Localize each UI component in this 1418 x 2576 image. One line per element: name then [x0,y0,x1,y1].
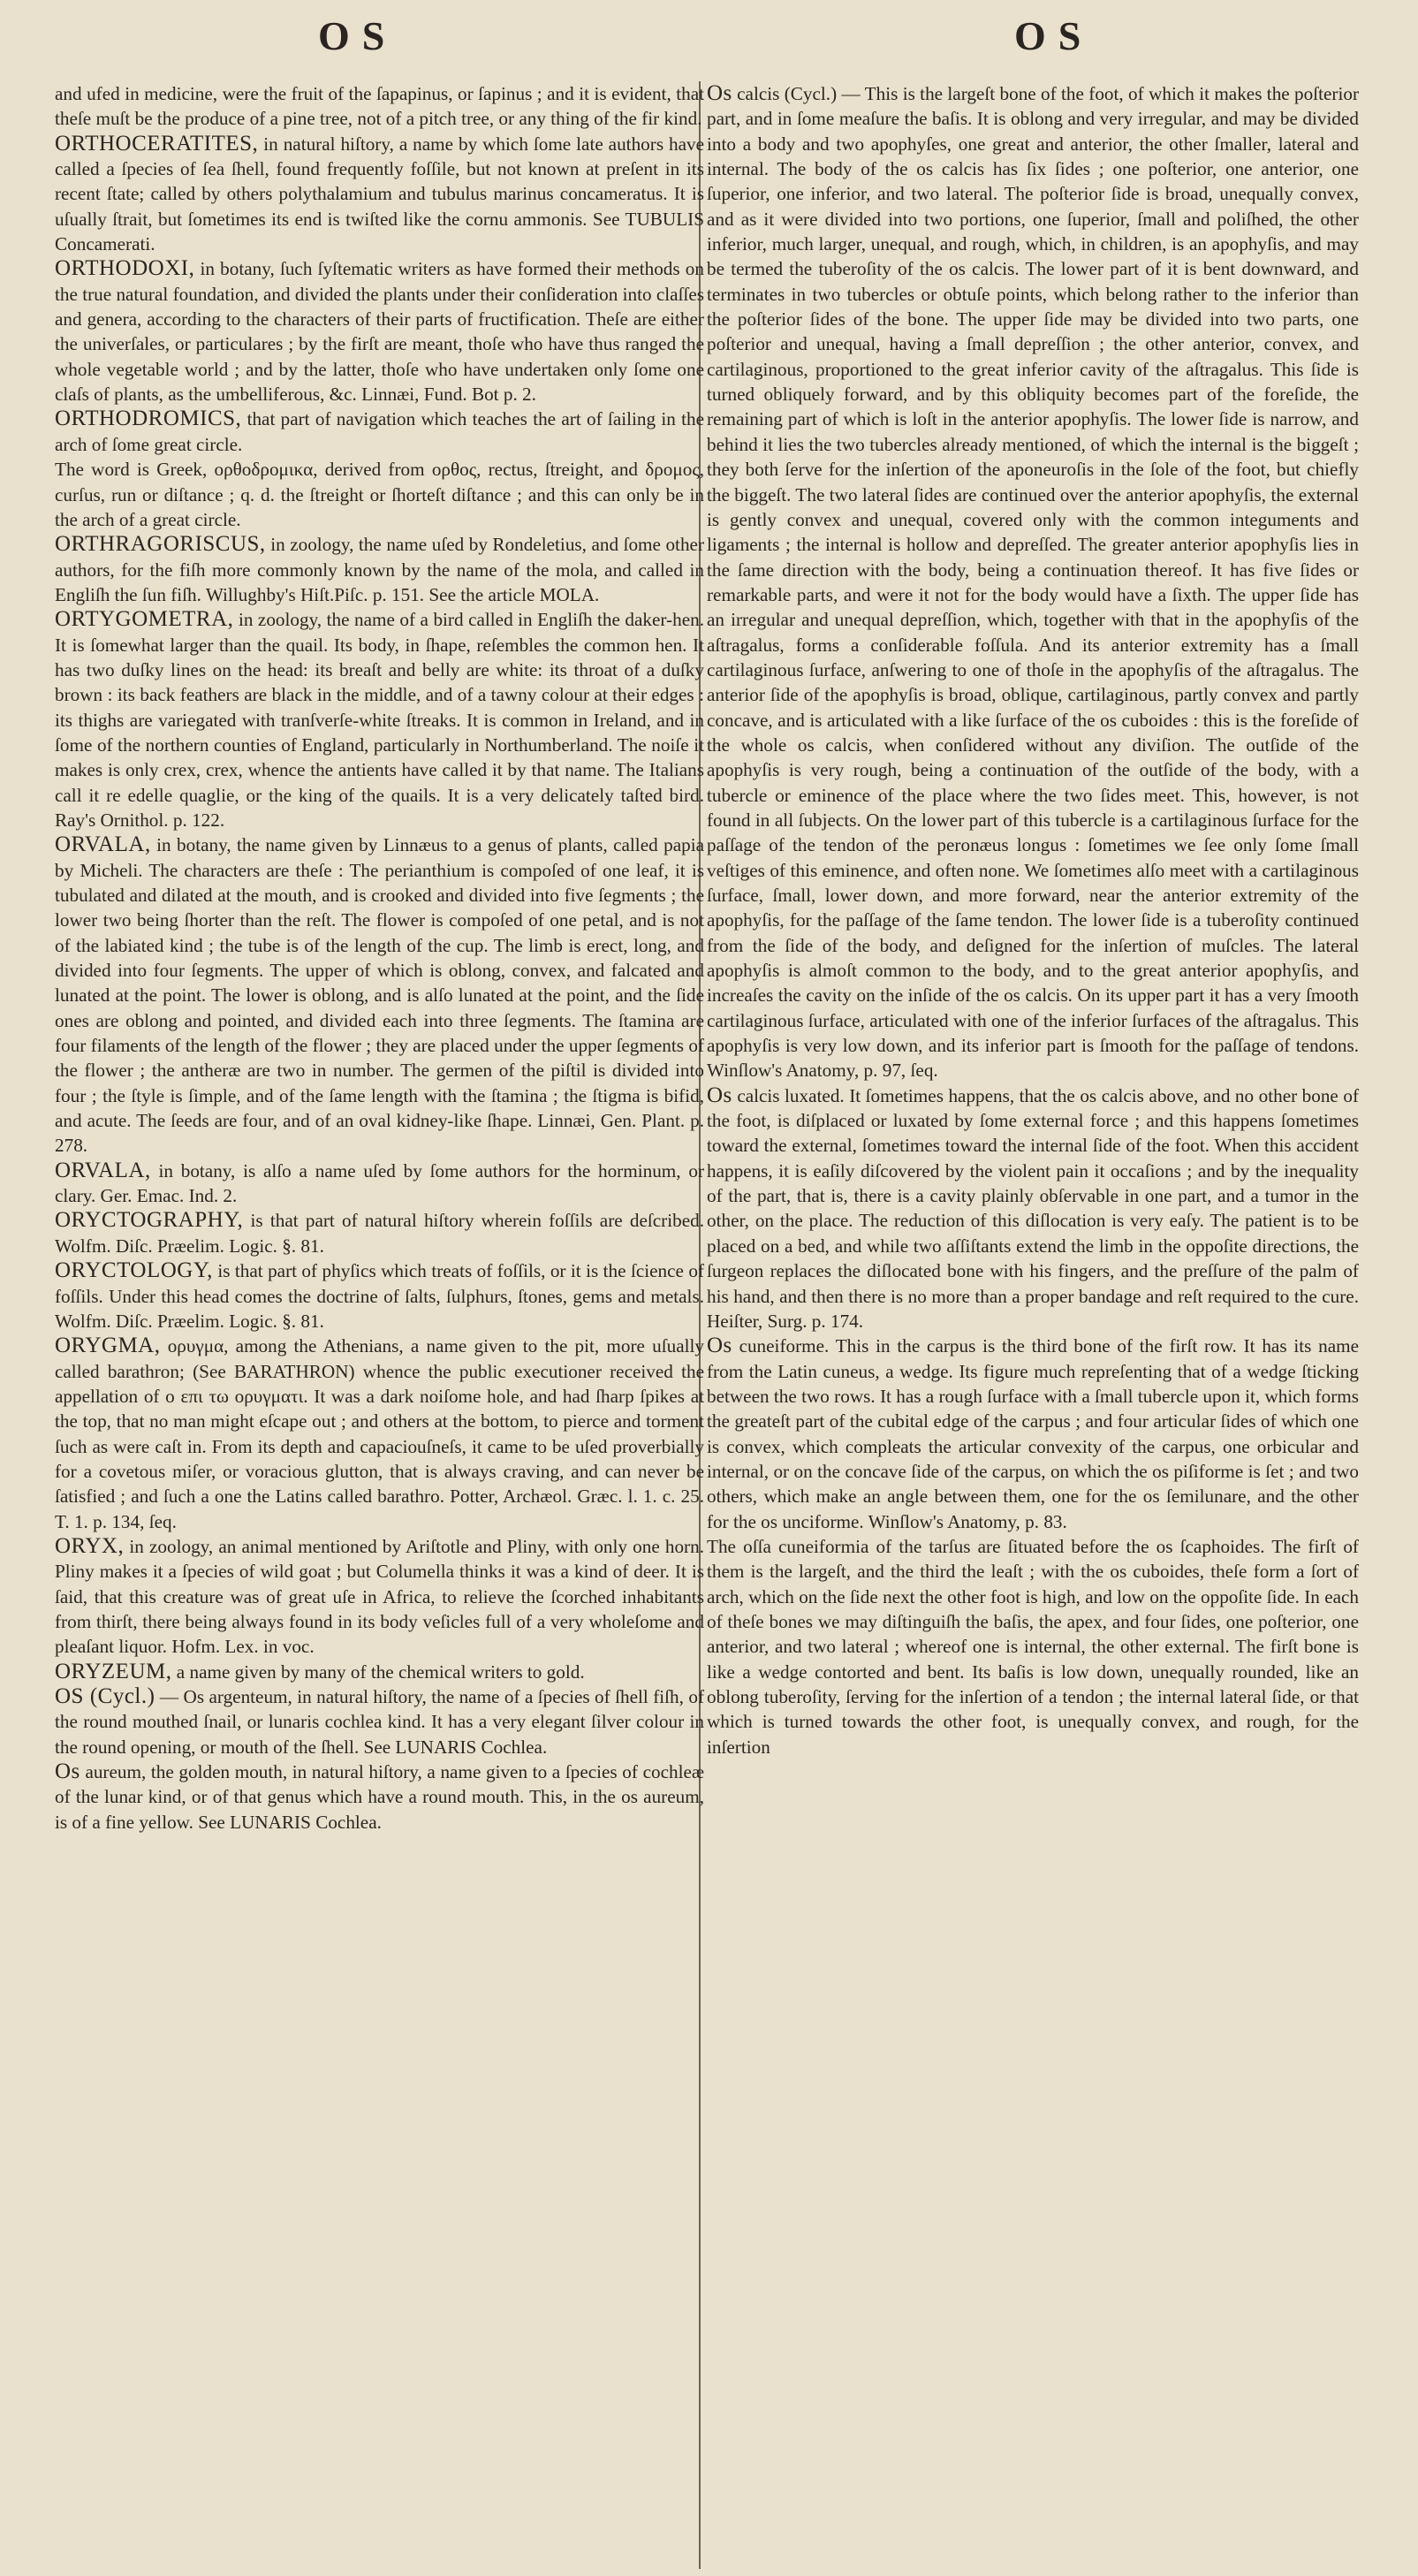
entry-text: in zoology, the name of a bird called in Engliſh the daker-hen. It is ſomewhat larger than the quail. Its body, in ſhape, reſembles the common hen. It has two duſky lines on the head: its breaſt and belly are white: its throat of a duſky brown : its back feathers are black in the middle, and of a tawny colour at their edges : its thighs are variegated with tranſverſe-white ſtreaks. It is common in Ireland, and in ſome of the northern counties of England, particularly in Northumberland. The noiſe it makes is only crex, crex, whence the antients have called it by that name. The Italians call it re edelle quaglie, or the king of the quails. It is a very delicately taſted bird. Ray's Ornithol. p. 122. [55,609,705,831]
entry-text: aureum, the golden mouth, in natural hiſtory, a name given to a ſpecies of cochleæ of the lunar kind, or of that genus which have a round mouth. This, in the os aureum, is of a fine yellow. See LUNARIS Cochlea. [55,1761,704,1833]
dictionary-entry [55,81,704,132]
dictionary-entry [55,1208,704,1258]
dictionary-entry [707,1534,1359,1759]
dictionary-entry [55,532,704,607]
dictionary-entry [55,1534,704,1660]
entry-text: in botany, the name given by Linnæus to a genus of plants, called papia by Micheli. The characters are theſe : The perianthium is compoſed of one leaf, it is tubulated and dilated at the mouth, and is crooked and divided into five ſegments ; the lower two being ſhorter than the reſt. The flower is compoſed of one petal, and is not of the labiated kind ; the tube is of the length of the cup. The limb is erect, long, and divided into four ſegments. The upper of which is oblong, convex, and falcated and lunated at the point. The lower is oblong, and is alſo lunated at the point, and the ſide ones are oblong and pointed, and divided each into three ſegments. The ſtamina are four filaments of the length of the flower ; they are placed under the upper ſegments of the flower ; the antheræ are two in number. The germen of the piſtil is divided into four ; the ſtyle is ſimple, and of the ſame length with the ſtamina ; the ſtigma is bifid, and acute. The ſeeds are four, and of an oval kidney-like ſhape. Linnæi, Gen. Plant. p. 278. [55,834,704,1157]
dictionary-entry [55,457,704,532]
dictionary-entry [707,81,1359,1083]
entry-headword: ORTHODOXI, [55,256,195,281]
entry-text: calcis luxated. It ſometimes happens, that the os calcis above, and no other bone of the foot, is diſplaced or luxated by ſome external force ; and this happens ſometimes toward the external, ſometimes toward the internal ſide of the foot. When this accident happens, it is eaſily diſcovered by the violent pain it occaſions ; and by the inequality of the part, that is, there is a cavity plainly obſervable in one part, and a tumor in the other, on the place. The reduction of this diſlocation is very eaſy. The patient is to be placed on a bed, and while two aſſiſtants extend the limb in the oppoſite directions, the ſurgeon replaces the diſlocated bone with his fingers, and the preſſure of the palm of his hand, and then there is no more than a proper bandage and reſt required to the cure. Heiſter, Surg. p. 174. [707,1084,1359,1332]
running-head-left: OS [318,13,398,58]
running-head-right: OS [1014,13,1094,58]
left-column [55,81,704,1835]
dictionary-entry [707,1083,1359,1334]
entry-text: in zoology, the name uſed by Rondeletius, and ſome other authors, for the fiſh more commonly known by the name of the mola, and called in Engliſh the ſun fiſh. Willughby's Hiſt.Piſc. p. 151. See the article MOLA. [55,534,705,605]
entry-headword: ORYCTOLOGY, [55,1258,213,1283]
entry-headword: ORTYGOMETRA, [55,607,234,632]
dictionary-entry [707,1334,1359,1534]
entry-headword: ORYGMA, [55,1334,161,1358]
dictionary-entry [55,1684,704,1759]
entry-headword: ORVALA, [55,832,151,857]
dictionary-entry [55,132,704,257]
entry-text: is that part of natural hiſtory wherein foſſils are deſcribed. Wolfm. Diſc. Præelim. Logic. §. 81. [55,1210,705,1257]
entry-headword: ORTHOCERATITES, [55,131,259,156]
entry-headword: ORTHODROMICS, [55,407,242,431]
entry-text: a name given by many of the chemical writers to gold. [176,1660,585,1683]
entry-text: The word is Greek, ορθοδρομικα, derived from ορθος, rectus, ſtreight, and δρομος, curſus, run or diſtance ; q. d. the ſtreight or ſhorteſt diſtance ; and this can only be in the arch of a great circle. [55,459,704,530]
entry-headword: Os [707,81,732,105]
dictionary-entry [55,607,704,832]
entry-headword: Os [55,1759,80,1784]
entry-headword: Os [707,1334,732,1358]
entry-headword: ORYZEUM, [55,1659,172,1683]
dictionary-entry [55,1258,704,1334]
entry-text: The oſſa cuneiformia of the tarſus are ſituated before the os ſcaphoides. The firſt of them is the largeſt, and the third the leaſt ; with the os cuboides, theſe form a ſort of arch, which on the ſide next the other foot is high, and low on the oppoſite ſide. In each of theſe bones we may diſtinguiſh the baſis, the apex, and four ſides, one poſterior, one anterior, and two lateral ; whereof one is internal, the other external. The firſt bone is like a wedge contorted and bent. Its baſis is low down, unequally rounded, like an oblong tuberoſity, ſerving for the inſertion of a tendon ; the internal lateral ſide, or that which is turned towards the other foot, is unequally convex, and rough, for the inſertion [707,1535,1359,1758]
entry-headword: ORYCTOGRAPHY, [55,1208,244,1233]
entry-headword: ORTHRAGORISCUS, [55,532,266,557]
entry-text: cuneiforme. This in the carpus is the third bone of the firſt row. It has its name from the Latin cuneus, a wedge. Its figure much repreſenting that of a wedge ſticking between the two rows. It has a rough ſurface with a ſmall tubercle upon it, which forms the greateſt part of the cubital edge of the carpus ; and four articular ſides of which one is convex, which compleats the articular convexity of the carpus, one orbicular and internal, or on the concave ſide of the carpus, on which the os piſiforme is ſet ; and two others, which make an angle between them, one for the os ſemilunare, and the other for the os unciforme. Winſlow's Anatomy, p. 83. [707,1335,1359,1532]
entry-text: in botany, is alſo a name uſed by ſome authors for the horminum, or clary. Ger. Emac. Ind. 2. [55,1159,704,1207]
entry-headword: ORYX, [55,1533,125,1558]
dictionary-entry [55,407,704,457]
entry-headword: Os [707,1083,732,1107]
dictionary-entry [55,256,704,407]
entry-text: in natural hiſtory, a name by which ſome late authors have called a ſpecies of ſea ſhell, found frequently foſſile, but not known at preſent in its recent ſtate; called by others polythalamium and tubulus marinus concameratus. It is uſually ſtrait, but ſometimes its end is twiſted like the cornu ammonis. See TUBULIS Concamerati. [55,133,704,255]
entry-text: in botany, ſuch ſyſtematic writers as have formed their methods on the true natural foundation, and divided the plants under their conſideration into claſſes and genera, according to the characters of their parts of fructification. Theſe are either the univerſales, or particulares ; by the firſt are meant, thoſe who have thus ranged the whole vegetable world ; and by the latter, thoſe who have undertaken only ſome one claſs of plants, as the umbelliferous, &c. Linnæi, Fund. Bot p. 2. [55,258,704,406]
dictionary-entry [55,1660,704,1684]
entry-text: in zoology, an animal mentioned by Ariſtotle and Pliny, with only one horn. Pliny makes it a ſpecies of wild goat ; but Columella thinks it was a kind of deer. It is ſaid, that this creature was of great uſe in Africa, to relieve the ſcorched inhabitants from thirſt, there being always found in its body veſicles full of a very wholeſome and pleaſant liquor. Hofm. Lex. in voc. [55,1535,705,1658]
entry-text: ορυγμα, among the Athenians, a name given to the pit, more uſually called barathron; (See BARATHRON) whence the public executioner received the appellation of ο επι τω ορυγματι. It was a dark noiſome hole, and had ſharp ſpikes at the top, that no man might eſcape out ; and others at the bottom, to pierce and torment ſuch as were caſt in. From its depth and capaciouſneſs, it came to be uſed proverbially for a covetous miſer, or voracious glutton, that is always craving, and can never be ſatisfied ; and ſuch a one the Latins called barathro. Potter, Archæol. Græc. l. 1. c. 25. T. 1. p. 134, ſeq. [55,1335,704,1532]
entry-text: that part of navigation which teaches the art of ſailing in the arch of ſome great circle. [55,408,705,455]
entry-text: and ufed in medicine, were the fruit of the ſapapinus, or ſapinus ; and it is evident, that theſe muſt be the produce of a pine tree, not of a pitch tree, or any thing of the fir kind. [55,83,704,130]
dictionary-entry [55,832,704,1158]
entry-text: is that part of phyſics which treats of foſſils, or it is the ſcience of foſſils. Under this head comes the doctrine of ſalts, ſulphurs, ſtones, gems and metals. Wolfm. Diſc. Præelim. Logic. §. 81. [55,1260,704,1332]
entry-headword: ORVALA, [55,1158,151,1182]
dictionary-entry [55,1334,704,1534]
dictionary-entry [55,1759,704,1835]
dictionary-entry [55,1159,704,1209]
entry-text: calcis (Cycl.) — This is the largeſt bone of the foot, of which it makes the poſterior part, and in ſome meaſure the baſis. It is oblong and very irregular, and may be divided into a body and two apophyſes, one great and anterior, the other ſmaller, lateral and internal. The body of the os calcis has ſix ſides ; one poſterior, one anterior, one ſuperior, one inferior, and two lateral. The poſterior ſide is broad, unequally convex, and as it were divided into two portions, one ſuperior, ſmall and poliſhed, the other inferior, much larger, unequal, and rough, which, in children, is an apophyſis, and may be termed the tuberoſity of the os calcis. The lower part of it is bent downward, and terminates in two tubercles or obtuſe points, which belong rather to the inferior than the poſterior ſides of the bone. The upper ſide may be divided into two parts, one poſterior and unequal, having a ſmall depreſſion ; the other anterior, convex, and cartilaginous, proportioned to the great inferior cavity of the aſtragalus. This ſide is turned obliquely forward, and by this obliquity becomes part of the foreſide, the remaining part of which is loſt in the anterior apophyſis. The lower ſide is narrow, and behind it lies the two tubercles already mentioned, of which the internal is the biggeſt ; they both ſerve for the inſertion of the aponeuroſis in the ſole of the foot, but chiefly the biggeſt. The two lateral ſides are continued over the anterior apophyſis, the external is gently convex and unequal, covered only with the common integuments and ligaments ; the internal is hollow and depreſſed. The greater anterior apophyſis lies in the ſame direction with the body, being a continuation thereof. It has five ſides or remarkable parts, and were it not for the body would have a ſixth. The upper ſide has an irregular and unequal depreſſion, which, together with that in the apophyſis of the aſtragalus, forms a conſiderable foſſula. And its anterior extremity has a ſmall cartilaginous ſurface, anſwering to one of thoſe in the apophyſis of the aſtragalus. The anterior ſide of the apophyſis is broad, oblique, cartilaginous, partly convex and partly concave, and is articulated with a like ſurface of the os cuboides : this is the foreſide of the whole os calcis, when conſidered without any diviſion. The outſide of the apophyſis is very rough, being a continuation of the outſide of the body, with a tubercle or eminence of the place where the two ſides meet. This, however, is not found in all ſubjects. On the lower part of this tubercle is a cartilaginous ſurface for the paſſage of the tendon of the peronæus longus : ſometimes we ſee only ſome ſmall veſtiges of this eminence, and often none. We ſometimes alſo meet with a cartilaginous ſurface, ſmall, lower down, and more forward, near the anterior extremity of the apophyſis, for the paſſage of the ſame tendon. The lower ſide is a tuberoſity continued from the ſide of the body, and deſigned for the inſertion of muſcles. The lateral apophyſis is almoſt common to the body, and to the great anterior apophyſis, and increaſes the cavity on the inſide of the os calcis. On its upper part it has a very ſmooth cartilaginous ſurface, articulated with one of the inferior ſurfaces of the aſtragalus. This apophyſis is very low down, and its inferior part is ſmooth for the paſſage of tendons. Winſlow's Anatomy, p. 97, ſeq. [707,83,1359,1082]
entry-headword: OS (Cycl.) [55,1684,155,1708]
right-column [707,81,1359,1759]
entry-text: — Os argenteum, in natural hiſtory, the name of a ſpecies of ſhell fiſh, of the round mouthed ſnail, or lunaris cochlea kind. It has a very elegant ſilver colour in the round opening, or mouth of the ſhell. See LUNARIS Cochlea. [55,1686,705,1758]
